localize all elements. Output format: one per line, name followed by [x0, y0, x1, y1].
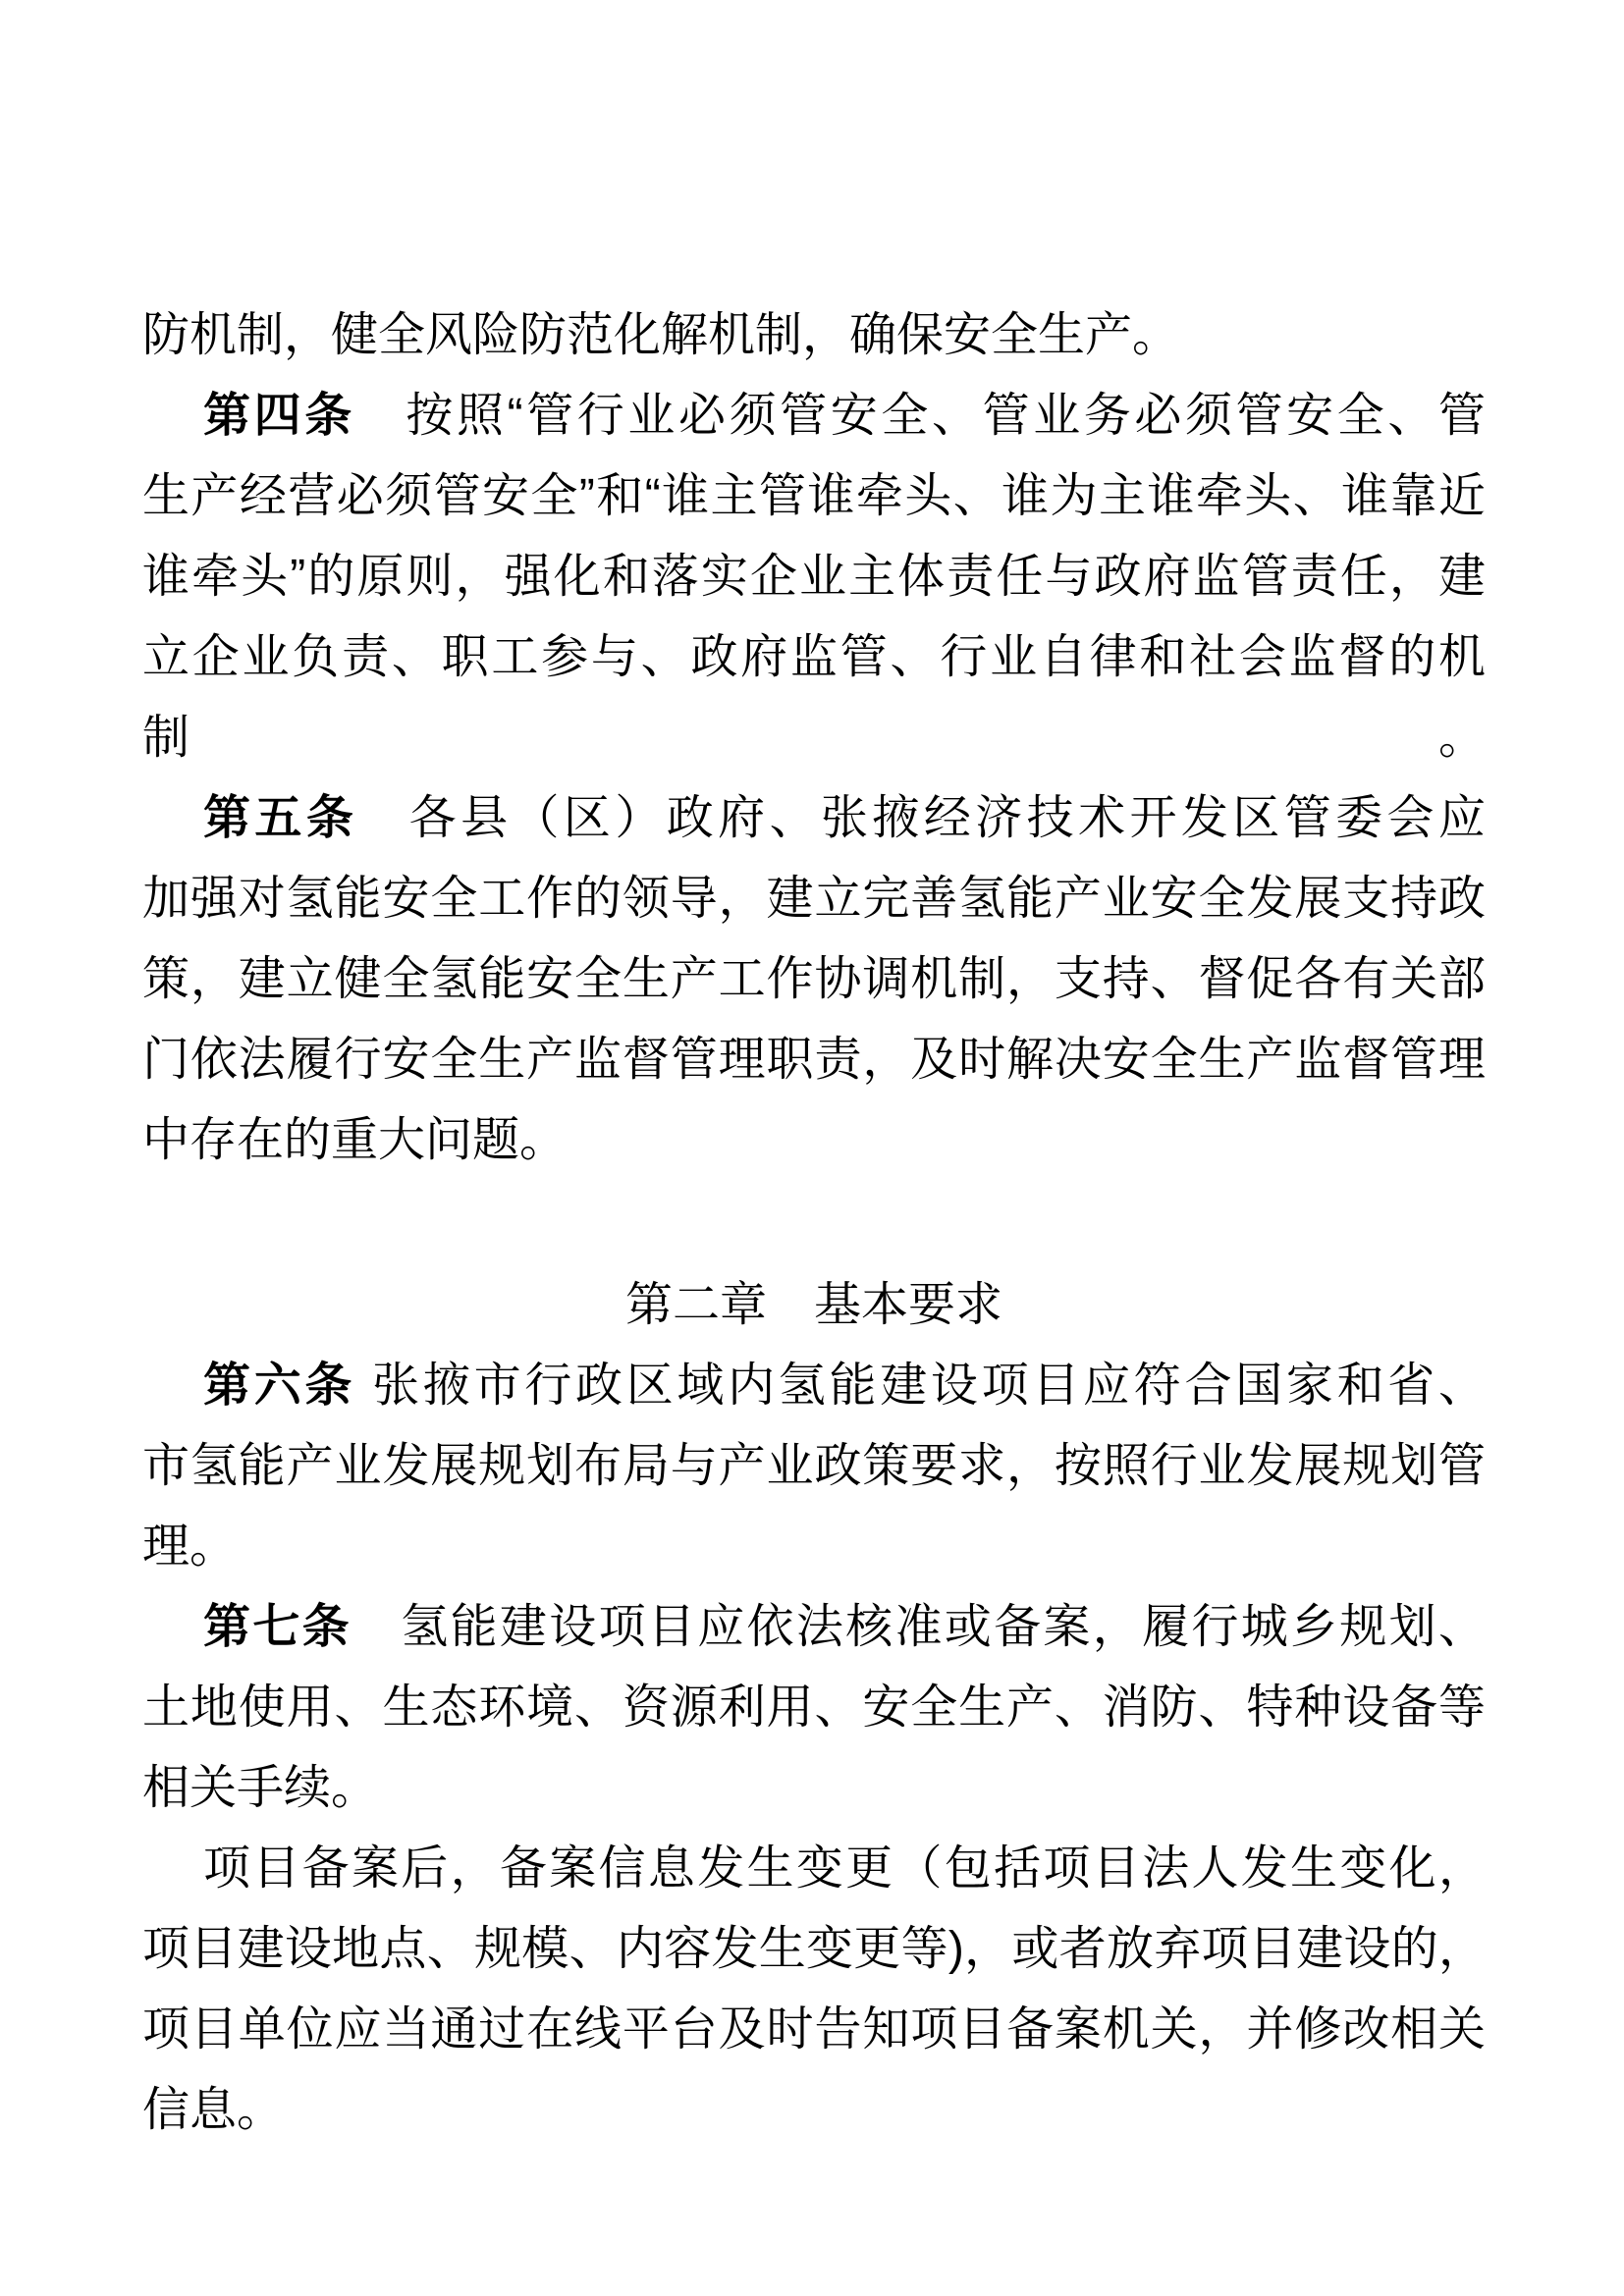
line-text: 理。	[142, 1521, 238, 1573]
line-text: 市氢能产业发展规划布局与产业政策要求，按照行业发展规划管	[142, 1440, 1486, 1492]
line-text: 立企业负责、职工参与、政府监管、行业自律和社会监督的机制。	[142, 631, 1486, 764]
text-line	[142, 1990, 1486, 2070]
article-number: 第六条	[203, 1360, 356, 1412]
text-line	[142, 295, 1486, 376]
text-line	[142, 456, 1486, 537]
line-text: 相关手续。	[142, 1762, 379, 1814]
line-text: 防机制，健全风险防范化解机制，确保安全生产。	[142, 309, 1180, 361]
article-number: 第五条	[203, 792, 358, 844]
line-text: 项目建设地点、规模、内容发生变更等)，或者放弃项目建设的，	[142, 1923, 1486, 1975]
line-text: 信息。	[142, 2084, 285, 2136]
text-line	[142, 1909, 1486, 1990]
text-line	[142, 1507, 1486, 1587]
line-text: 按照“管行业必须管安全、管业务必须管安全、管	[354, 390, 1486, 442]
line-text: 门依法履行安全生产监督管理职责，及时解决安全生产监督管理	[142, 1034, 1486, 1086]
article-number: 第七条	[203, 1601, 352, 1653]
text-line	[142, 537, 1486, 617]
text-line	[142, 1426, 1486, 1507]
article-number: 第四条	[203, 390, 355, 442]
line-text: 土地使用、生态环境、资源利用、安全生产、消防、特种设备等	[142, 1682, 1486, 1734]
line-text: 氢能建设项目应依法核准或备案，履行城乡规划、	[351, 1601, 1486, 1653]
text-line	[142, 1100, 1486, 1181]
line-text: 谁牵头”的原则，强化和落实企业主体责任与政府监管责任，建	[142, 551, 1486, 603]
text-line	[142, 617, 1486, 778]
line-text: 项目单位应当通过在线平台及时告知项目备案机关，并修改相关	[142, 2003, 1486, 2056]
text-line	[142, 1829, 1486, 1909]
line-text: 生产经营必须管安全”和“谁主管谁牵头、谁为主谁牵头、谁靠近	[142, 470, 1486, 522]
line-text: 项目备案后，备案信息发生变更（包括项目法人发生变化，	[203, 1842, 1486, 1895]
text-line	[142, 376, 1486, 456]
text-line	[142, 859, 1486, 939]
line-text: 各县（区）政府、张掖经济技术开发区管委会应	[357, 792, 1486, 844]
line-text: 张掖市行政区域内氢能建设项目应符合国家和省、	[355, 1360, 1486, 1412]
text-line	[142, 1020, 1486, 1100]
text-line	[142, 778, 1486, 859]
line-text: 中存在的重大问题。	[142, 1114, 568, 1166]
chapter-heading: 第二章 基本要求	[624, 1279, 1002, 1331]
text-line	[142, 1587, 1486, 1668]
text-line	[142, 1346, 1486, 1426]
line-text: 加强对氢能安全工作的领导，建立完善氢能产业安全发展支持政	[142, 873, 1486, 925]
document-body	[142, 295, 1486, 2151]
line-text: 策，建立健全氢能安全生产工作协调机制，支持、督促各有关部	[142, 953, 1486, 1005]
text-line	[142, 1748, 1486, 1829]
text-line	[142, 939, 1486, 1020]
text-line	[142, 1668, 1486, 1748]
text-line	[142, 2070, 1486, 2151]
